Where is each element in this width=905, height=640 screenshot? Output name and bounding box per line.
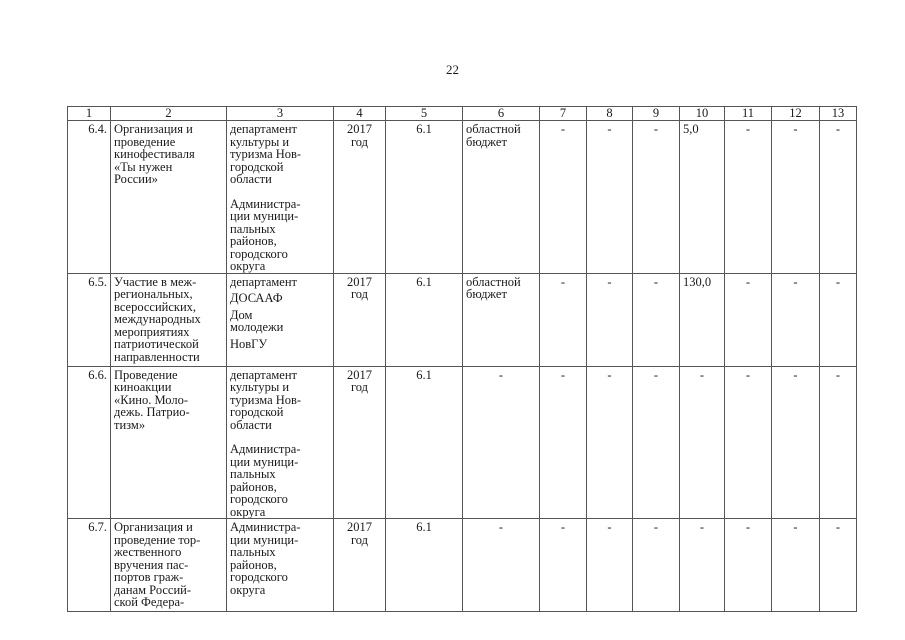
funding-c8: - bbox=[587, 273, 633, 366]
column-header-8: 8 bbox=[587, 107, 633, 121]
funding-c13: - bbox=[820, 366, 857, 519]
executor-line: округа bbox=[230, 504, 266, 519]
target-indicator: 6.1 bbox=[386, 273, 463, 366]
cell-line: год bbox=[350, 532, 369, 547]
funding-c8: - bbox=[587, 519, 633, 612]
row-number: 6.4. bbox=[68, 121, 111, 274]
cell-line: мероприятиях bbox=[114, 324, 190, 339]
cell-line: вручения пас- bbox=[114, 557, 189, 572]
executor-line: туризма Нов- bbox=[230, 392, 302, 407]
activity-name bbox=[111, 121, 227, 274]
cell-line: региональных, bbox=[114, 287, 193, 301]
column-header-10: 10 bbox=[680, 107, 725, 121]
column-header-1: 1 bbox=[68, 107, 111, 121]
executor-line: НовГУ bbox=[230, 336, 268, 351]
row-number: 6.5. bbox=[68, 273, 111, 366]
funding-c10: - bbox=[680, 366, 725, 519]
funding-c11: - bbox=[725, 366, 772, 519]
cell-line: ской Федера- bbox=[114, 595, 185, 609]
row-number: 6.7. bbox=[68, 519, 111, 612]
funding-c13: - bbox=[820, 121, 857, 274]
cell-line: данам Россий- bbox=[114, 582, 192, 597]
column-header-4: 4 bbox=[334, 107, 386, 121]
cell-line: Участие в меж- bbox=[114, 274, 197, 289]
funding-c10: 130,0 bbox=[680, 273, 725, 366]
funding-c10: - bbox=[680, 519, 725, 612]
table-row bbox=[68, 273, 857, 366]
funding-c7: - bbox=[540, 273, 587, 366]
activity-plan-table bbox=[67, 106, 857, 612]
executor-line: городского bbox=[230, 570, 288, 584]
funding-source bbox=[463, 519, 540, 612]
executor-line: департамент bbox=[230, 367, 298, 382]
row-number: 6.6. bbox=[68, 366, 111, 519]
funding-c7: - bbox=[540, 121, 587, 274]
executor-line: области bbox=[230, 417, 272, 432]
cell-line: год bbox=[350, 134, 369, 149]
executor-line: Дом bbox=[230, 307, 253, 322]
cell-line: международных bbox=[114, 312, 201, 326]
executor-line: культуры и bbox=[230, 380, 290, 394]
executor-line: молодежи bbox=[230, 320, 284, 334]
column-header-6: 6 bbox=[463, 107, 540, 121]
executors bbox=[227, 519, 334, 612]
funding-source bbox=[463, 366, 540, 519]
target-indicator: 6.1 bbox=[386, 519, 463, 612]
executor-line: ДОСААФ bbox=[230, 291, 283, 305]
column-header-13: 13 bbox=[820, 107, 857, 121]
executor-line: Администра- bbox=[230, 196, 301, 211]
executor-line: пальных bbox=[230, 221, 276, 236]
column-header-2: 2 bbox=[111, 107, 227, 121]
cell-line: бюджет bbox=[466, 134, 507, 149]
executor-line: департамент bbox=[230, 274, 298, 289]
cell-line: 2017 bbox=[347, 520, 372, 534]
executor-line: пальных bbox=[230, 545, 276, 559]
executor-line: районов, bbox=[230, 479, 277, 494]
cell-line: направленности bbox=[114, 349, 200, 364]
cell-line: год bbox=[350, 380, 369, 394]
page-number: 22 bbox=[446, 62, 459, 77]
cell-line: дежь. Патрио- bbox=[114, 405, 190, 419]
funding-c13: - bbox=[820, 273, 857, 366]
funding-c12: - bbox=[772, 366, 820, 519]
table-row bbox=[68, 366, 857, 519]
executor-line: городского bbox=[230, 246, 288, 261]
column-header-3: 3 bbox=[227, 107, 334, 121]
cell-line: 2017 bbox=[347, 274, 372, 289]
cell-line: тизм» bbox=[114, 417, 146, 432]
funding-c8: - bbox=[587, 121, 633, 274]
funding-c12: - bbox=[772, 273, 820, 366]
cell-line: бюджет bbox=[466, 287, 507, 301]
funding-c10: 5,0 bbox=[680, 121, 725, 274]
executor-line: департамент bbox=[230, 122, 298, 136]
cell-line: всероссийских, bbox=[114, 299, 197, 314]
executor-line: округа bbox=[230, 582, 266, 597]
funding-c11: - bbox=[725, 121, 772, 274]
funding-c12: - bbox=[772, 519, 820, 612]
cell-line: патриотической bbox=[114, 337, 199, 351]
cell-line: проведение bbox=[114, 134, 176, 149]
executor-line: районов, bbox=[230, 557, 277, 572]
executor-line: городской bbox=[230, 405, 284, 419]
activity-name bbox=[111, 273, 227, 366]
executor-line: ции муници- bbox=[230, 209, 299, 223]
column-header-5: 5 bbox=[386, 107, 463, 121]
cell-line: портов граж- bbox=[114, 570, 184, 584]
executors bbox=[227, 121, 334, 274]
cell-line: год bbox=[350, 287, 369, 301]
column-header-9: 9 bbox=[633, 107, 680, 121]
funding-c8: - bbox=[587, 366, 633, 519]
cell-line: «Ты нужен bbox=[114, 159, 173, 174]
executor-line: ции муници- bbox=[230, 454, 299, 469]
activity-name bbox=[111, 366, 227, 519]
activity-name bbox=[111, 519, 227, 612]
executor-line: районов, bbox=[230, 234, 277, 248]
table-header-row bbox=[68, 107, 857, 121]
cell-line: киноакции bbox=[114, 380, 172, 394]
funding-c7: - bbox=[540, 519, 587, 612]
cell-line: областной bbox=[466, 122, 521, 136]
executor-line: области bbox=[230, 172, 272, 186]
year bbox=[334, 366, 386, 519]
table-row bbox=[68, 519, 857, 612]
executor-line: Администра- bbox=[230, 520, 301, 534]
year bbox=[334, 121, 386, 274]
cell-line: - bbox=[498, 520, 504, 534]
funding-source bbox=[463, 273, 540, 366]
cell-line: Организация и bbox=[114, 122, 193, 136]
executor-line: пальных bbox=[230, 467, 276, 481]
cell-line: жественного bbox=[114, 545, 182, 559]
table-row bbox=[68, 121, 857, 274]
cell-line: Организация и bbox=[114, 520, 193, 534]
funding-c9: - bbox=[633, 273, 680, 366]
executor-line: городского bbox=[230, 492, 288, 506]
funding-c7: - bbox=[540, 366, 587, 519]
executors bbox=[227, 366, 334, 519]
funding-c11: - bbox=[725, 519, 772, 612]
executor-line: Администра- bbox=[230, 442, 301, 456]
cell-line: Проведение bbox=[114, 367, 178, 382]
funding-c9: - bbox=[633, 121, 680, 274]
year bbox=[334, 273, 386, 366]
funding-c11: - bbox=[725, 273, 772, 366]
funding-source bbox=[463, 121, 540, 274]
cell-line: «Кино. Моло- bbox=[114, 392, 189, 407]
funding-c13: - bbox=[820, 519, 857, 612]
target-indicator: 6.1 bbox=[386, 121, 463, 274]
cell-line: кинофестиваля bbox=[114, 147, 195, 161]
cell-line: 2017 bbox=[347, 367, 372, 382]
column-header-12: 12 bbox=[772, 107, 820, 121]
funding-c12: - bbox=[772, 121, 820, 274]
cell-line: проведение тор- bbox=[114, 532, 201, 547]
funding-c9: - bbox=[633, 366, 680, 519]
cell-line: России» bbox=[114, 172, 158, 186]
executor-line: ции муници- bbox=[230, 532, 299, 547]
column-header-11: 11 bbox=[725, 107, 772, 121]
executors bbox=[227, 273, 334, 366]
year bbox=[334, 519, 386, 612]
executor-line: округа bbox=[230, 259, 266, 273]
funding-c9: - bbox=[633, 519, 680, 612]
executor-line: культуры и bbox=[230, 134, 290, 149]
target-indicator: 6.1 bbox=[386, 366, 463, 519]
cell-line: областной bbox=[466, 274, 521, 289]
cell-line: - bbox=[498, 367, 504, 382]
executor-line: городской bbox=[230, 159, 284, 174]
column-header-7: 7 bbox=[540, 107, 587, 121]
executor-line: туризма Нов- bbox=[230, 147, 302, 161]
cell-line: 2017 bbox=[347, 122, 372, 136]
